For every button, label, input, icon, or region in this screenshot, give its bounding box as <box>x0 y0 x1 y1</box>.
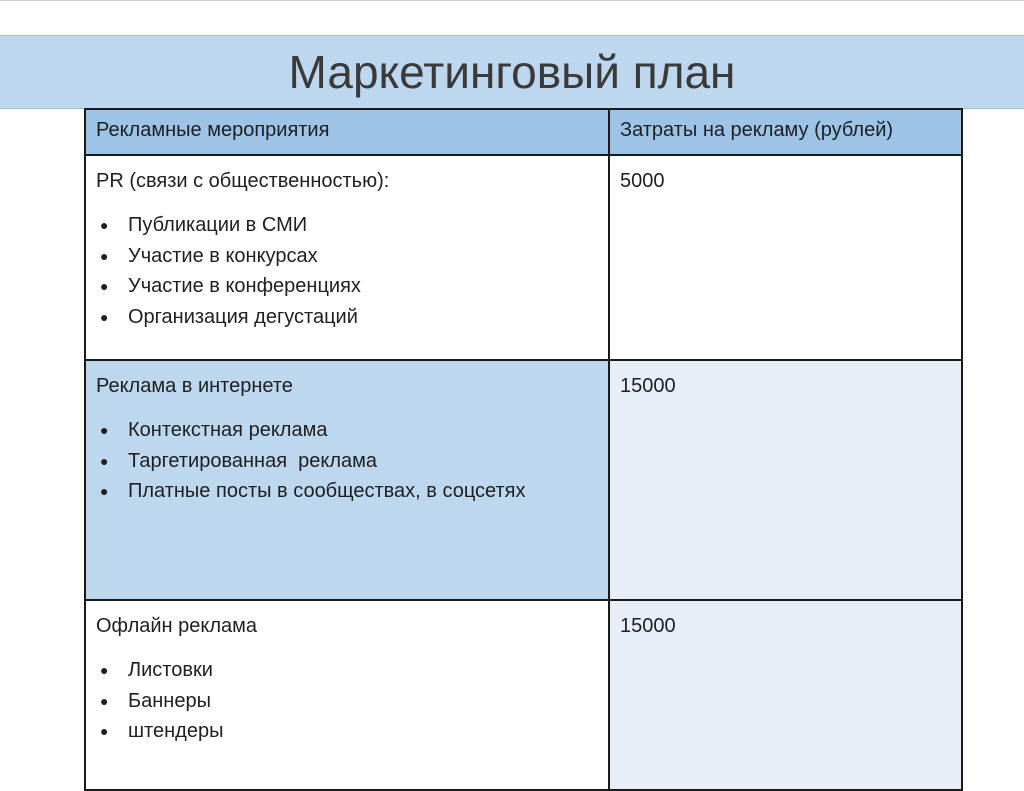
marketing-plan-table <box>84 108 963 791</box>
activity-list <box>96 415 598 507</box>
list-item-text: Организация дегустаций <box>128 305 358 328</box>
list-item <box>96 716 598 747</box>
list-item-text: Листовки <box>128 659 213 681</box>
bullet-icon: ● <box>100 422 109 438</box>
slide-top-border <box>0 0 1024 1</box>
list-item <box>96 241 598 272</box>
bullet-icon: ● <box>100 278 109 294</box>
bullet-icon: ● <box>100 217 109 233</box>
list-item <box>96 271 598 302</box>
activity-title: Реклама в интернете <box>96 375 293 397</box>
list-item-text: Участие в конкурсах <box>128 244 318 267</box>
cost-cell <box>609 360 962 600</box>
table-row <box>85 155 962 360</box>
list-item <box>96 415 598 446</box>
list-item-text: Платные посты в сообществах, в соцсетях <box>128 480 526 502</box>
bullet-icon: ● <box>100 483 109 499</box>
list-item-text: Публикации в СМИ <box>128 214 308 236</box>
list-item-text: штендеры <box>128 720 224 742</box>
bullet-icon: ● <box>100 247 109 264</box>
header-costs: Затраты на рекламу (рублей) <box>609 109 962 155</box>
bullet-icon: ● <box>100 723 109 739</box>
cost-cell <box>609 600 962 790</box>
table-header-row <box>85 109 962 155</box>
list-item <box>96 210 598 241</box>
activity-cell <box>85 600 609 790</box>
header-activities: Рекламные мероприятия <box>85 109 609 155</box>
list-item <box>96 686 598 717</box>
table-row <box>85 360 962 600</box>
activity-title: PR (связи с общественностью): <box>96 170 390 192</box>
list-item-text: Таргетированная реклама <box>128 449 378 472</box>
list-item <box>96 302 598 333</box>
list-item-text: Контекстная реклама <box>128 419 328 441</box>
list-item-text: Баннеры <box>128 689 211 712</box>
bullet-icon: ● <box>100 692 109 709</box>
slide-title: Маркетинговый план <box>288 46 736 98</box>
cost-value: 5000 <box>620 170 665 192</box>
cost-cell <box>609 155 962 360</box>
bullet-icon: ● <box>100 308 109 325</box>
activity-cell <box>85 360 609 600</box>
bullet-icon: ● <box>100 452 109 469</box>
bullet-icon: ● <box>100 662 109 678</box>
activity-list <box>96 655 598 747</box>
list-item <box>96 446 598 477</box>
table-row <box>85 600 962 790</box>
list-item-text: Участие в конференциях <box>128 275 361 297</box>
list-item <box>96 655 598 686</box>
list-item <box>96 476 598 507</box>
cost-value: 15000 <box>620 375 676 397</box>
cost-value: 15000 <box>620 615 676 637</box>
activity-title: Офлайн реклама <box>96 615 258 637</box>
activity-cell <box>85 155 609 360</box>
activity-list <box>96 210 598 332</box>
